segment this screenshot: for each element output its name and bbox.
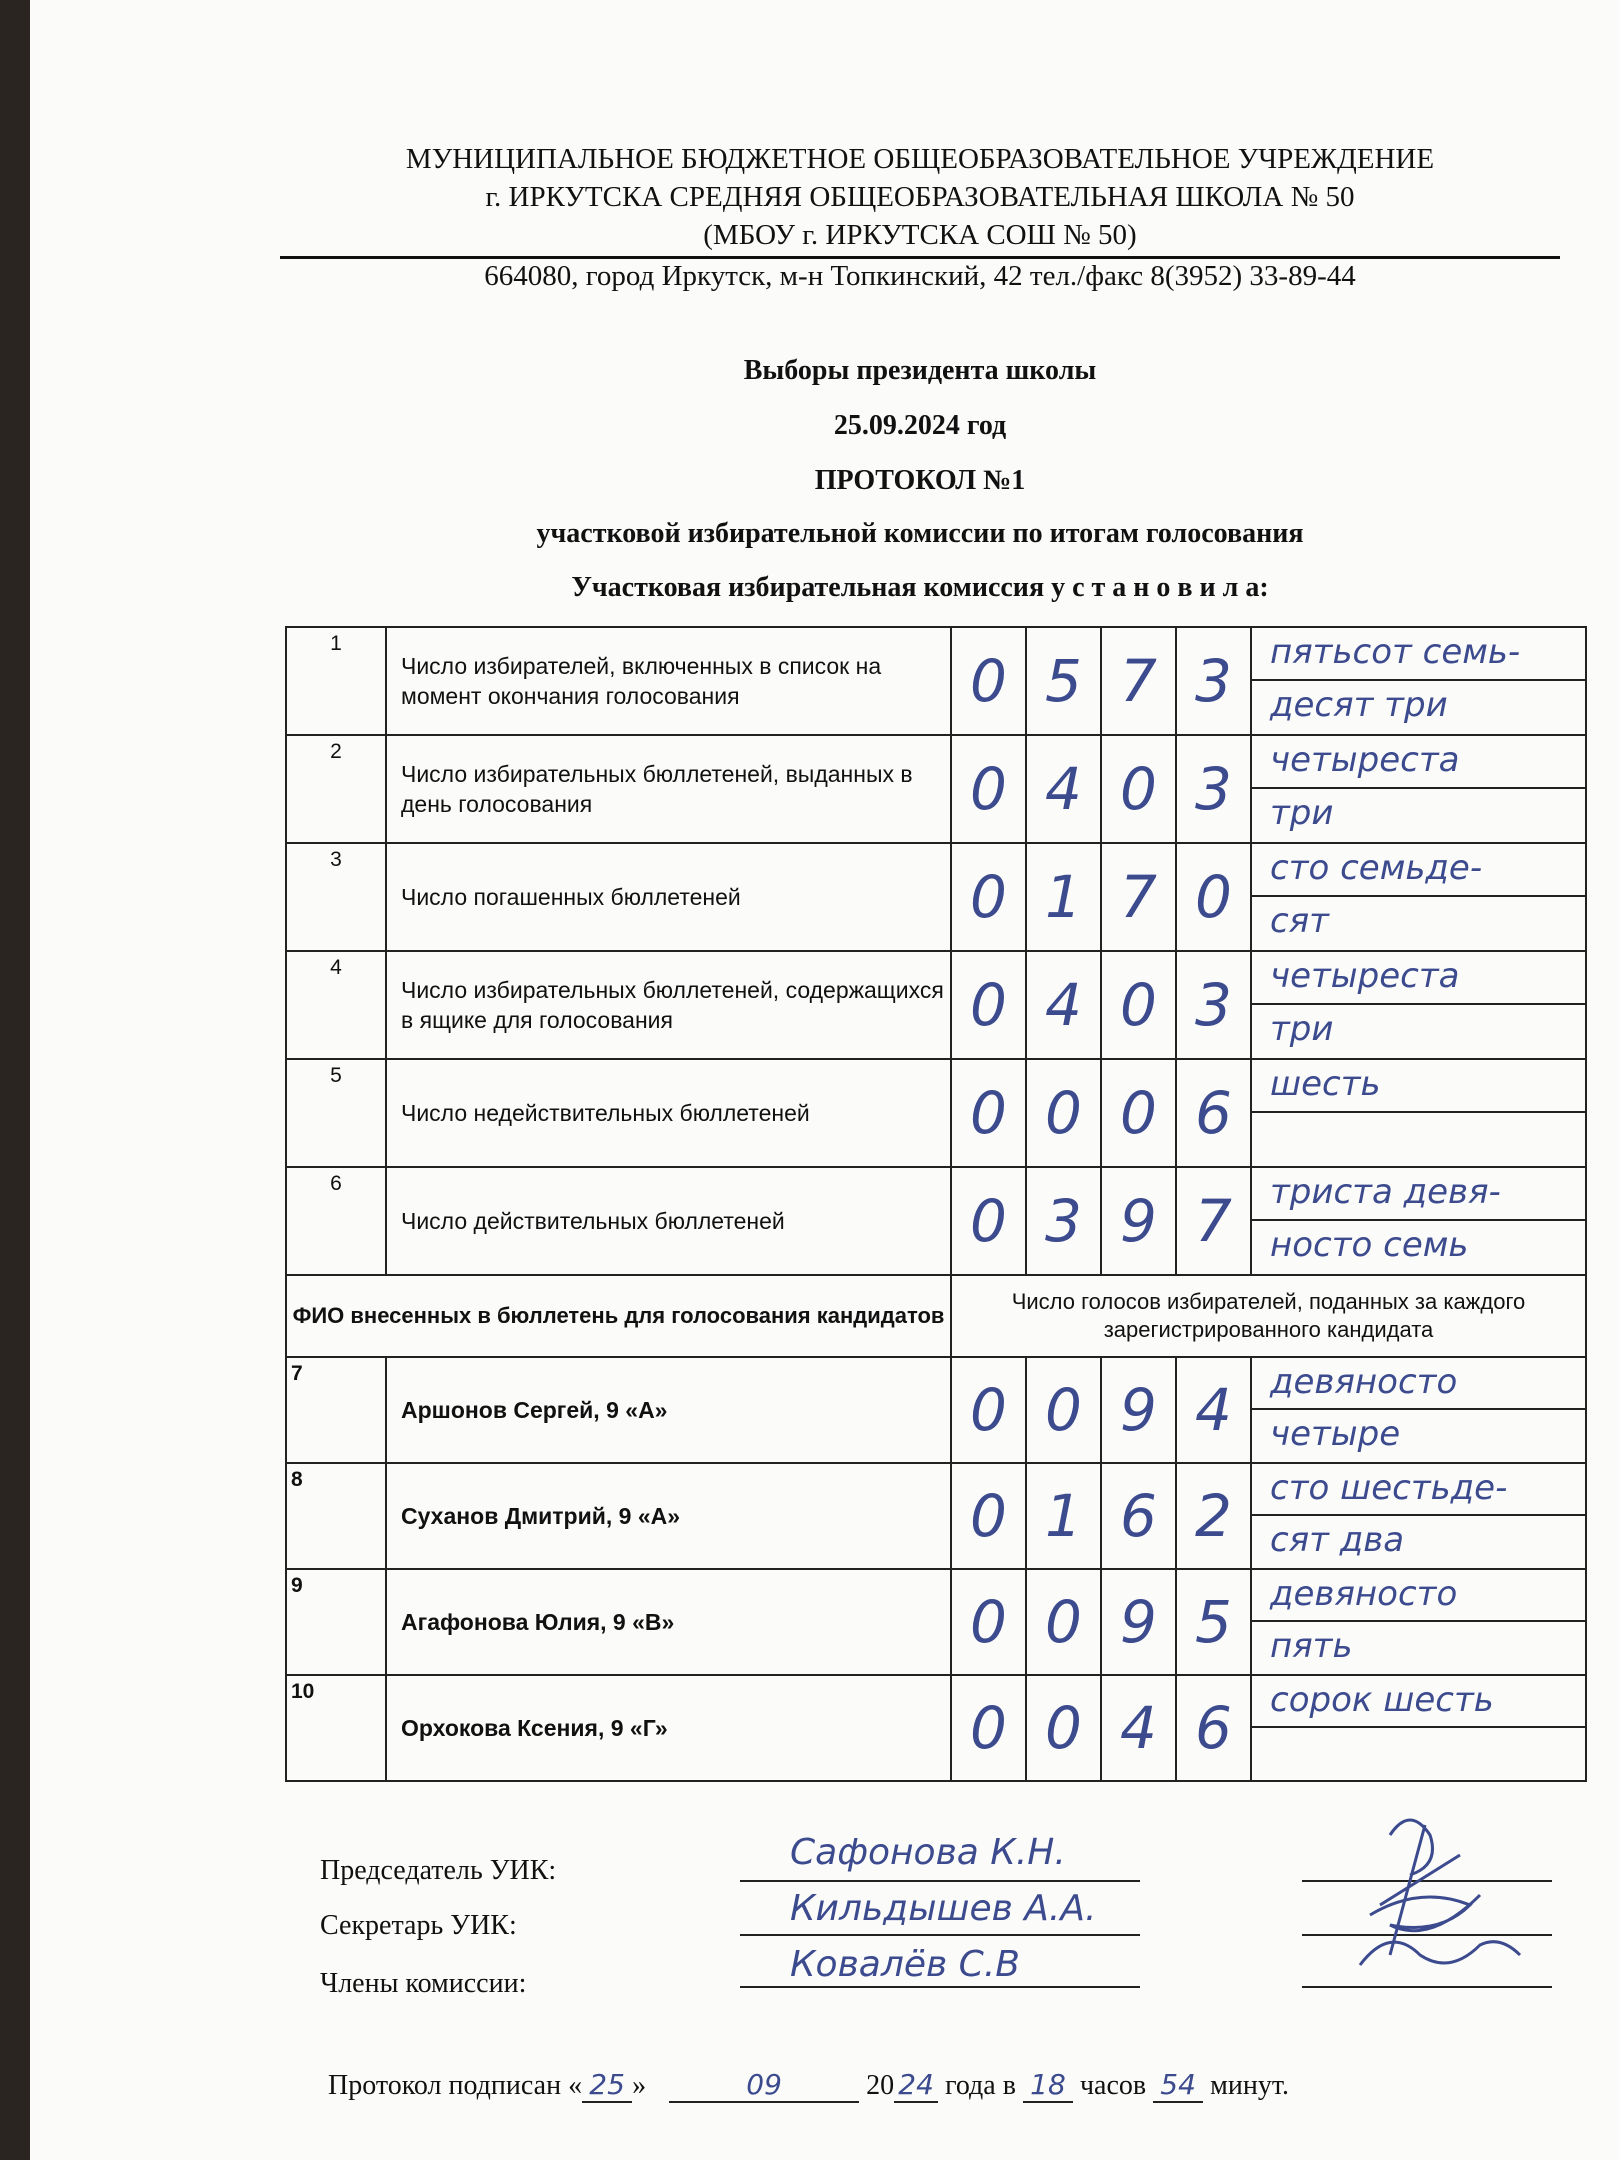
digit-cell: 3 [1176, 627, 1251, 735]
words-line-1: шесть [1252, 1060, 1585, 1113]
digit-cell: 0 [1026, 1675, 1101, 1781]
candidate-name: Орхокова Ксения, 9 «Г» [386, 1675, 951, 1781]
number-in-words-cell [1251, 843, 1586, 951]
footer-close-quote: » [632, 2070, 647, 2101]
header-divider [280, 256, 1560, 259]
digit-cell: 0 [1101, 735, 1176, 843]
words-line-1: пятьсот семь- [1252, 628, 1585, 681]
words-line-2: пять [1270, 1626, 1353, 1666]
members-label: Члены комиссии: [320, 1968, 527, 1999]
words-line-1: сто шестьде- [1252, 1464, 1585, 1516]
candidate-row [286, 1357, 1586, 1463]
digit-cell: 7 [1101, 627, 1176, 735]
candidates-header-left: ФИО внесенных в бюллетень для голосования кандидатов [286, 1275, 951, 1357]
title-commission: участковой избирательной комиссии по итогам голосования [536, 518, 1304, 549]
words-line-1: девяносто [1252, 1358, 1585, 1410]
number-in-words-cell [1251, 951, 1586, 1059]
digit-cell: 3 [1176, 735, 1251, 843]
words-line-2 [1252, 1113, 1585, 1166]
footer-prefix: Протокол подписан « [328, 2070, 583, 2101]
digit-cell: 0 [1026, 1569, 1101, 1675]
footer-day: 25 [582, 2068, 632, 2103]
chair-name: Сафонова К.Н. [790, 1832, 1066, 1873]
row-label: Число действительных бюллетеней [386, 1167, 951, 1275]
row-number: 8 [286, 1463, 386, 1569]
digit-cell: 0 [951, 1059, 1026, 1167]
candidates-header-row [286, 1275, 1586, 1357]
protocol-row [286, 951, 1586, 1059]
digit-cell: 9 [1101, 1569, 1176, 1675]
footer-month: 09 [669, 2068, 859, 2103]
words-line-1: четыреста [1252, 736, 1585, 789]
number-in-words-cell [1251, 1357, 1586, 1463]
candidate-row [286, 1675, 1586, 1781]
words-line-2: сят два [1270, 1520, 1405, 1560]
protocol-row [286, 843, 1586, 951]
protocol-row [286, 735, 1586, 843]
protocol-signed-line [328, 2068, 1289, 2103]
digit-cell: 4 [1176, 1357, 1251, 1463]
row-number: 2 [286, 735, 386, 843]
number-in-words-cell [1251, 1463, 1586, 1569]
secretary-label: Секретарь УИК: [320, 1910, 517, 1941]
row-number: 6 [286, 1167, 386, 1275]
digit-cell: 1 [1026, 1463, 1101, 1569]
org-line-3: (МБОУ г. ИРКУТСКА СОШ № 50) [703, 219, 1137, 251]
digit-cell: 4 [1026, 735, 1101, 843]
words-line-2: носто семь [1270, 1225, 1469, 1265]
digit-cell: 0 [1176, 843, 1251, 951]
row-label: Число недействительных бюллетеней [386, 1059, 951, 1167]
digit-cell: 9 [1101, 1357, 1176, 1463]
row-number: 9 [286, 1569, 386, 1675]
digit-cell: 5 [1026, 627, 1101, 735]
digit-cell: 0 [1026, 1357, 1101, 1463]
digit-cell: 1 [1026, 843, 1101, 951]
digit-cell: 0 [951, 1167, 1026, 1275]
words-line-1: триста девя- [1252, 1168, 1585, 1221]
protocol-row [286, 1059, 1586, 1167]
row-number: 4 [286, 951, 386, 1059]
candidate-name: Аршонов Сергей, 9 «А» [386, 1357, 951, 1463]
digit-cell: 7 [1176, 1167, 1251, 1275]
words-line-2: три [1270, 1009, 1334, 1049]
protocol-row [286, 1167, 1586, 1275]
digit-cell: 0 [951, 1569, 1026, 1675]
document-page [30, 0, 1619, 2160]
digit-cell: 5 [1176, 1569, 1251, 1675]
title-established: Участковая избирательная комиссия у с т а н о в и л а: [571, 572, 1269, 603]
digit-cell: 0 [1101, 951, 1176, 1059]
digit-cell: 4 [1101, 1675, 1176, 1781]
digit-cell: 3 [1026, 1167, 1101, 1275]
words-line-1: сто семьде- [1252, 844, 1585, 897]
org-line-2: г. ИРКУТСКА СРЕДНЯЯ ОБЩЕОБРАЗОВАТЕЛЬНАЯ ШКОЛА № 50 [485, 181, 1355, 213]
digit-cell: 0 [951, 1675, 1026, 1781]
digit-cell: 0 [951, 951, 1026, 1059]
digit-cell: 2 [1176, 1463, 1251, 1569]
number-in-words-cell [1251, 627, 1586, 735]
words-line-2 [1252, 1728, 1585, 1780]
words-line-1: сорок шесть [1252, 1676, 1585, 1728]
candidate-row [286, 1569, 1586, 1675]
footer-hours: 18 [1023, 2068, 1073, 2103]
digit-cell: 6 [1176, 1675, 1251, 1781]
row-label: Число избирательных бюллетеней, выданных в день голосования [386, 735, 951, 843]
title-date: 25.09.2024 год [833, 410, 1007, 441]
org-header [280, 140, 1560, 254]
words-line-2: сят [1270, 901, 1329, 941]
digit-cell: 0 [951, 1463, 1026, 1569]
footer-minutes: 54 [1153, 2068, 1203, 2103]
row-number: 1 [286, 627, 386, 735]
row-label: Число погашенных бюллетеней [386, 843, 951, 951]
candidate-row [286, 1463, 1586, 1569]
candidate-name: Суханов Дмитрий, 9 «А» [386, 1463, 951, 1569]
digit-cell: 0 [951, 1357, 1026, 1463]
digit-cell: 6 [1176, 1059, 1251, 1167]
footer-hours-label: года в [945, 2070, 1016, 2101]
words-line-1: четыреста [1252, 952, 1585, 1005]
number-in-words-cell [1251, 1167, 1586, 1275]
members-name: Ковалёв С.В [790, 1944, 1020, 1985]
digit-cell: 0 [951, 843, 1026, 951]
digit-cell: 0 [1101, 1059, 1176, 1167]
number-in-words-cell [1251, 1675, 1586, 1781]
digit-cell: 0 [951, 627, 1026, 735]
row-number: 7 [286, 1357, 386, 1463]
footer-year-prefix: 20 [866, 2070, 895, 2101]
address-line: 664080, город Иркутск, м-н Топкинский, 42 тел./факс 8(3952) 33-89-44 [484, 260, 1356, 292]
footer-end: минут. [1210, 2070, 1289, 2101]
row-label: Число избирательных бюллетеней, содержащихся в ящике для голосования [386, 951, 951, 1059]
words-line-2: три [1270, 793, 1334, 833]
digit-cell: 3 [1176, 951, 1251, 1059]
chair-line [740, 1880, 1140, 1882]
words-line-1: девяносто [1252, 1570, 1585, 1622]
row-number: 5 [286, 1059, 386, 1167]
digit-cell: 0 [951, 735, 1026, 843]
title-elections: Выборы президента школы [743, 355, 1097, 386]
title-protocol: ПРОТОКОЛ №1 [814, 465, 1026, 496]
digit-cell: 7 [1101, 843, 1176, 951]
row-label: Число избирателей, включенных в список на момент окончания голосования [386, 627, 951, 735]
protocol-table [285, 626, 1587, 1782]
footer-minutes-label: часов [1079, 2070, 1147, 2101]
number-in-words-cell [1251, 1569, 1586, 1675]
row-number: 3 [286, 843, 386, 951]
row-number: 10 [286, 1675, 386, 1781]
protocol-row [286, 627, 1586, 735]
chair-label: Председатель УИК: [320, 1855, 557, 1886]
members-line [740, 1986, 1140, 1988]
digit-cell: 0 [1026, 1059, 1101, 1167]
digit-cell: 9 [1101, 1167, 1176, 1275]
number-in-words-cell [1251, 1059, 1586, 1167]
footer-year-suffix: 24 [894, 2068, 938, 2103]
words-line-2: четыре [1270, 1414, 1401, 1454]
org-line-1: МУНИЦИПАЛЬНОЕ БЮДЖЕТНОЕ ОБЩЕОБРАЗОВАТЕЛЬНОЕ УЧРЕЖДЕНИЕ [405, 143, 1435, 175]
secretary-name: Кильдышев А.А. [790, 1888, 1097, 1929]
candidate-name: Агафонова Юлия, 9 «В» [386, 1569, 951, 1675]
candidates-header-right: Число голосов избирателей, поданных за каждого зарегистрированного кандидата [951, 1275, 1586, 1357]
secretary-line [740, 1934, 1140, 1936]
handwritten-signature-icon [1330, 1795, 1530, 1995]
number-in-words-cell [1251, 735, 1586, 843]
digit-cell: 6 [1101, 1463, 1176, 1569]
words-line-2: десят три [1270, 685, 1448, 725]
digit-cell: 4 [1026, 951, 1101, 1059]
